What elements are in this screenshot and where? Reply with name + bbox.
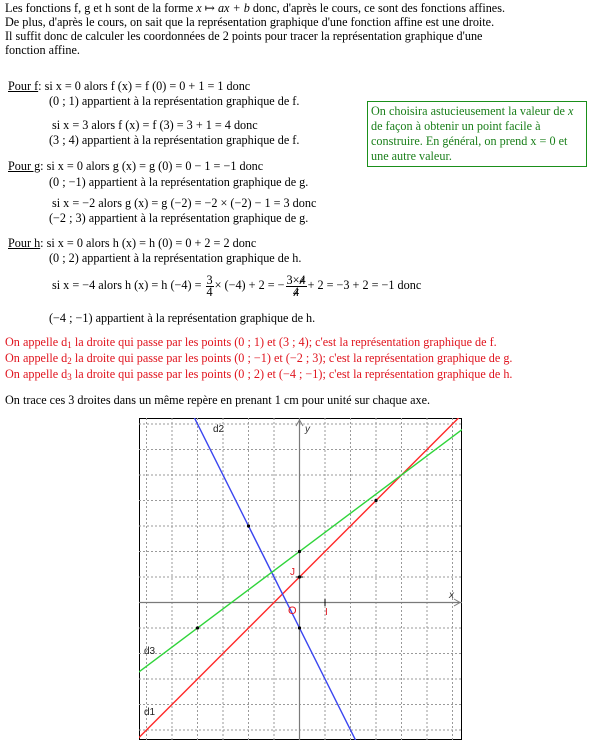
g-line-2: (0 ; −1) appartient à la représentation graphique de g.	[49, 175, 309, 189]
g-line-1: Pour g: si x = 0 alors g (x) = g (0) = 0 − 1 = −1 donc	[8, 159, 264, 173]
intro-line-4: fonction affine.	[5, 43, 80, 57]
graph-point	[298, 550, 301, 553]
h-line-3: si x = −4 alors h (x) = h (−4) = $\frac{3}{4}$ × (−4) + 2 = − $\frac{3\times 4}{4}$ + 2 = −3 + 2 = −1 donc	[52, 272, 422, 299]
fraction-3-4: $\frac{3}{4}$	[206, 272, 213, 299]
f-line-4: (3 ; 4) appartient à la représentation graphique de f.	[49, 133, 300, 147]
label-d2: d2	[213, 424, 225, 435]
h-line-2: (0 ; 2) appartient à la représentation graphique de h.	[49, 251, 302, 265]
graph-point	[247, 524, 250, 527]
graph-point	[374, 499, 377, 502]
graph-point	[298, 626, 301, 629]
f-label: Pour f	[8, 79, 39, 93]
intro-line-2: De plus, d'après le cours, on sait que la représentation graphique d'une fonction affine est une droite.	[5, 15, 495, 29]
unit-j-label: J	[290, 567, 295, 578]
g-line-3: si x = −2 alors g (x) = g (−2) = −2 × (−2) − 1 = 3 donc	[52, 196, 317, 210]
intro-line-3: Il suffit donc de calculer les coordonnées de 2 points pour tracer la représentation graphique d'une	[5, 29, 483, 43]
f-line-3: si x = 3 alors f (x) = f (3) = 3 + 1 = 4 donc	[52, 118, 258, 132]
def-d3: On appelle $d_3$ la droite qui passe par les points (0 ; 2) et (−4 ; −1); c'est la représentation graphique de h.	[5, 367, 513, 382]
graph-point	[196, 626, 199, 629]
trace-sentence: On trace ces 3 droites dans un même repère en prenant 1 cm pour unité sur chaque axe.	[5, 393, 431, 407]
graph-figure	[139, 418, 462, 740]
fraction-cancel: $\frac{3\times 4}{4}$	[286, 272, 306, 299]
origin-label: O	[288, 605, 297, 617]
g-line-4: (−2 ; 3) appartient à la représentation graphique de g.	[49, 211, 309, 225]
label-d1: d1	[144, 707, 156, 718]
f-line-1: Pour f: si x = 0 alors f (x) = f (0) = 0 + 1 = 1 donc	[8, 79, 251, 93]
g-label: Pour g	[8, 159, 41, 173]
h-line-1: Pour h: si x = 0 alors h (x) = h (0) = 0 + 2 = 2 donc	[8, 236, 257, 250]
axis-y-label: y	[305, 424, 310, 435]
h-label: Pour h	[8, 236, 41, 250]
h-line-4: (−4 ; −1) appartient à la représentation graphique de h.	[49, 311, 316, 325]
f-line-2: (0 ; 1) appartient à la représentation graphique de f.	[49, 94, 300, 108]
intro-line-1: Les fonctions f, g et h sont de la forme x ↦ ax + b donc, d'après le cours, ce sont des fonctions affines.	[5, 1, 506, 15]
label-d3: d3	[144, 646, 156, 657]
unit-i-label: I	[325, 607, 328, 618]
def-d1: On appelle $d_1$ la droite qui passe par les points (0 ; 1) et (3 ; 4); c'est la représentation graphique de f.	[5, 335, 497, 350]
def-d2: On appelle $d_2$ la droite qui passe par les points (0 ; −1) et (−2 ; 3); c'est la représentation graphique de g.	[5, 351, 513, 366]
axis-x-label: x	[449, 590, 454, 601]
note-box: On choisira astucieusement la valeur de x de façon à obtenir un point facile à construire. En général, on prend x = 0 et une autre valeur.	[367, 101, 587, 167]
